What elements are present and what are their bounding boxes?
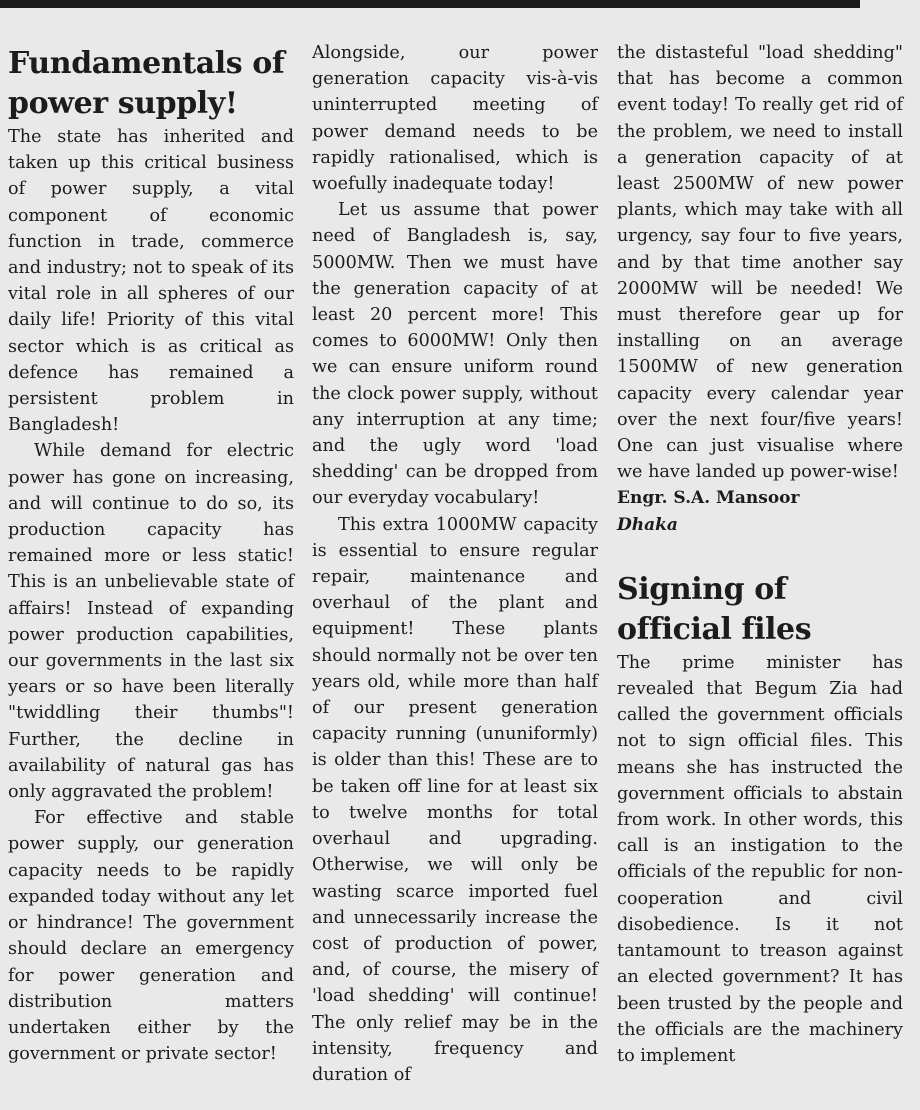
- article1-paragraph: This extra 1000MW capacity is essential to ensure regular repair, maintenance and overhaul of the plant and equipment! These plants should normally not be over ten years old, while more than half of our present generation capacity running (ununiformly) is older than this! These are to be taken off line for at least six to twelve months for total overhaul and upgrading. Otherwise, we will only be wasting scarce imported fuel and unnecessarily increase the cost of production of power, and, of course, the misery of 'load shedding' will continue! The only relief may be in the intensity, frequency and duration of: [312, 514, 598, 1085]
- column-1: [8, 40, 294, 1067]
- article1-paragraph: Let us assume that power need of Bangladesh is, say, 5000MW. Then we must have the generation capacity of at least 20 percent more! This comes to 6000MW! Only then we can ensure uniform round the clock power supply, without any interruption at any time; and the ugly word 'load shedding' can be dropped from our everyday vocabulary!: [312, 200, 598, 509]
- column-3: [617, 40, 903, 1069]
- column-2: [312, 40, 598, 1088]
- article1-paragraph: While demand for electric power has gone on increasing, and will continue to do so, its production capacity has remained more or less static! This is an unbelievable state of affairs! Instead of expanding power production capabilities, our governments in the last six years or so have been literally "twiddling their thumbs"! Further, the decline in availability of natural gas has only aggravated the problem!: [8, 441, 294, 803]
- article1-paragraph: The state has inherited and taken up this critical business of power supply, a vital component of economic function in trade, commerce and industry; not to speak of its vital role in all spheres of our daily life! Priority of this vital sector which is as critical as defence has remained a persistent problem in Bangladesh!: [8, 127, 294, 436]
- article1-headline: Fundamentals of power supply!: [8, 46, 285, 121]
- top-rule: [0, 0, 860, 8]
- article1-paragraph: the distasteful "load shedding" that has become a common event today! To really get rid of the problem, we need to install a generation capacity of at least 2500MW of new power plants, which may take with all urgency, say four to five years, and by that time another say 2000MW will be needed! We must therefore gear up for installing on an average 1500MW of new generation capacity every calendar year over the next four/five years! One can just visualise where we have landed up power-wise!: [617, 43, 903, 483]
- article1-author: Engr. S.A. Mansoor: [617, 488, 800, 509]
- article2-headline: Signing of official files: [617, 571, 812, 647]
- article1-paragraph: For effective and stable power supply, our generation capacity needs to be rapidly expanded today without any let or hindrance! The government should declare an emergency for power generation and distribution matters undertaken either by the government or private sector!: [8, 808, 294, 1065]
- article1-place: Dhaka: [617, 514, 678, 535]
- article1-paragraph: Alongside, our power generation capacity vis-à-vis uninterrupted meeting of power demand needs to be rapidly rationalised, which is woefully inadequate today!: [312, 43, 598, 195]
- article2-paragraph: The prime minister has revealed that Begum Zia had called the government officials not to sign official files. This means she has instructed the government officials to abstain from work. In other words, this call is an instigation to the officials of the republic for non-cooperation and civil disobedience. Is it not tantamount to treason against an elected government? It has been trusted by the people and the officials are the machinery to implement: [617, 652, 903, 1066]
